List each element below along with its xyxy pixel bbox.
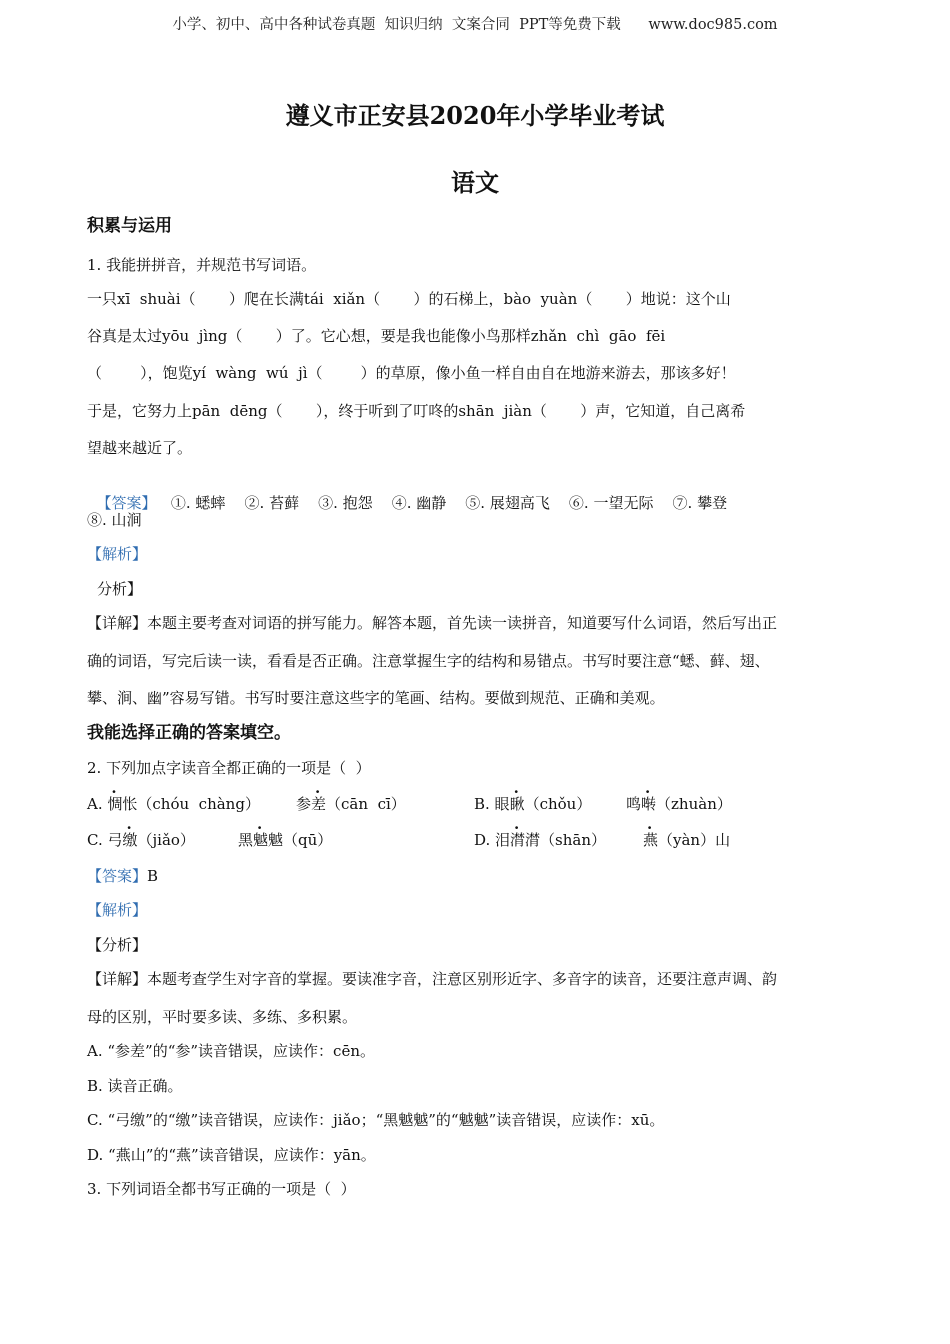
- plain-char: 参: [296, 795, 312, 813]
- q3-stem: 3. 下列词语全都书写正确的一项是（ ）: [87, 1180, 356, 1198]
- section-heading-choice: 我能选择正确的答案填空。: [87, 723, 291, 743]
- q2-option-a-2: [296, 794, 406, 814]
- option-a-label: A.: [87, 795, 108, 813]
- q1-answers: ①. 蟋蟀 ②. 苔藓 ③. 抱怨 ④. 幽静 ⑤. 展翅高飞 ⑥. 一望无际 ⑦. 攀登: [170, 494, 728, 512]
- q1-line-1: 一只xī shuài（ ）爬在长满tái xiǎn（ ）的石梯上，bào yuàn（ ）地说：这个山: [87, 290, 731, 308]
- q1-answer-line: [87, 473, 727, 513]
- page-header: 小学、初中、高中各种试卷真题 知识归纳 文案合同 PPT等免费下载 www.doc985.com: [172, 17, 778, 33]
- detail-text: 本题主要考查对词语的拼写能力。解答本题，首先读一读拼音，知道要写什么词语，然后写出正: [147, 614, 778, 632]
- q2-option-a: [87, 794, 260, 814]
- dotted-char: 啭: [641, 795, 657, 813]
- pinyin: （zhuàn）: [656, 795, 732, 813]
- section-heading-accumulation: 积累与运用: [87, 216, 172, 236]
- option-d-label: D. 泪: [474, 831, 511, 849]
- detail-tag: 【详解】: [87, 614, 148, 632]
- q1-detail-1: [87, 613, 777, 633]
- pinyin: （chóu chàng）: [137, 795, 260, 813]
- dotted-char: 魆魆: [253, 831, 284, 849]
- q1-answer-last: ⑧. 山涧: [87, 511, 142, 529]
- page-subtitle: 语文: [451, 168, 499, 197]
- q2-option-c-2: [238, 830, 332, 850]
- page-title: 遵义市正安县2020年小学毕业考试: [285, 101, 665, 130]
- q1-line-3: （ ），饱览yí wàng wú jì（ ）的草原，像小鱼一样自由自在地游来游去，那该多好！: [87, 364, 736, 382]
- dotted-char: 惆怅: [107, 795, 138, 813]
- dotted-char: 潸潸: [510, 831, 541, 849]
- q2-answer-line: [87, 866, 158, 886]
- q2-explain-d: D. “燕山”的“燕”读音错误，应读作：yān。: [87, 1146, 376, 1164]
- dotted-char: 差: [311, 795, 327, 813]
- option-c-label: C. 弓: [87, 831, 123, 849]
- dotted-char: 缴: [122, 831, 138, 849]
- pinyin: （shān）: [540, 831, 607, 849]
- plain-char: 鸣: [626, 795, 642, 813]
- q2-detail-1: [87, 969, 777, 989]
- q2-option-b: [474, 794, 591, 814]
- q2-option-c: [87, 830, 195, 850]
- analysis-fenxi: 【分析】: [87, 936, 148, 954]
- option-b-label: B. 眼: [474, 795, 510, 813]
- q2-option-d-2: [643, 830, 730, 850]
- dotted-char: 燕: [643, 831, 659, 849]
- pinyin: （qū）: [283, 831, 333, 849]
- q2-option-d: [474, 830, 606, 850]
- dotted-char: 瞅: [509, 795, 525, 813]
- q1-detail-3: 攀、涧、幽”容易写错。书写时要注意这些字的笔画、结构。要做到规范、正确和美观。: [87, 689, 665, 707]
- detail-text: 本题考查学生对字音的掌握。要读准字音，注意区别形近字、多音字的读音，还要注意声调、韵: [147, 970, 778, 988]
- pinyin: （chǒu）: [524, 795, 592, 813]
- q2-explain-c: C. “弓缴”的“缴”读音错误，应读作：jiǎo；“黑魆魆”的“魆魆”读音错误，应读作：xū。: [87, 1111, 665, 1129]
- analysis-tag: 【解析】: [87, 545, 148, 563]
- detail-tag: 【详解】: [87, 970, 148, 988]
- q1-detail-2: 确的词语，写完后读一读，看看是否正确。注意掌握生字的结构和易错点。书写时要注意“蟋、藓、翅、: [87, 652, 770, 670]
- q2-detail-2: 母的区别，平时要多读、多练、多积累。: [87, 1008, 358, 1026]
- q1-line-2: 谷真是太过yōu jìng（ ）了。它心想，要是我也能像小鸟那样zhǎn chì gāo fēi: [87, 327, 666, 345]
- plain-char: 黑: [238, 831, 254, 849]
- q2-option-b-2: [626, 794, 732, 814]
- q1-stem: 1. 我能拼拼音，并规范书写词语。: [87, 256, 317, 274]
- q1-line-5: 望越来越近了。: [87, 439, 193, 457]
- pinyin: （cān cī）: [326, 795, 406, 813]
- pinyin: （yàn）山: [658, 831, 731, 849]
- q2-stem: 2. 下列加点字读音全都正确的一项是（ ）: [87, 759, 371, 777]
- pinyin: （jiǎo）: [137, 831, 195, 849]
- q2-answer: B: [147, 867, 159, 885]
- analysis-tag: 【解析】: [87, 901, 148, 919]
- analysis-fenxi: 分析】: [97, 580, 143, 598]
- q2-explain-a: A. “参差”的“参”读音错误，应读作：cēn。: [87, 1042, 375, 1060]
- answer-tag: 【答案】: [87, 867, 148, 885]
- q1-line-4: 于是，它努力上pān dēng（ ），终于听到了叮咚的shān jiàn（ ）声，它知道，自己离希: [87, 402, 746, 420]
- q2-explain-b: B. 读音正确。: [87, 1077, 183, 1095]
- answer-tag: 【答案】: [96, 494, 157, 512]
